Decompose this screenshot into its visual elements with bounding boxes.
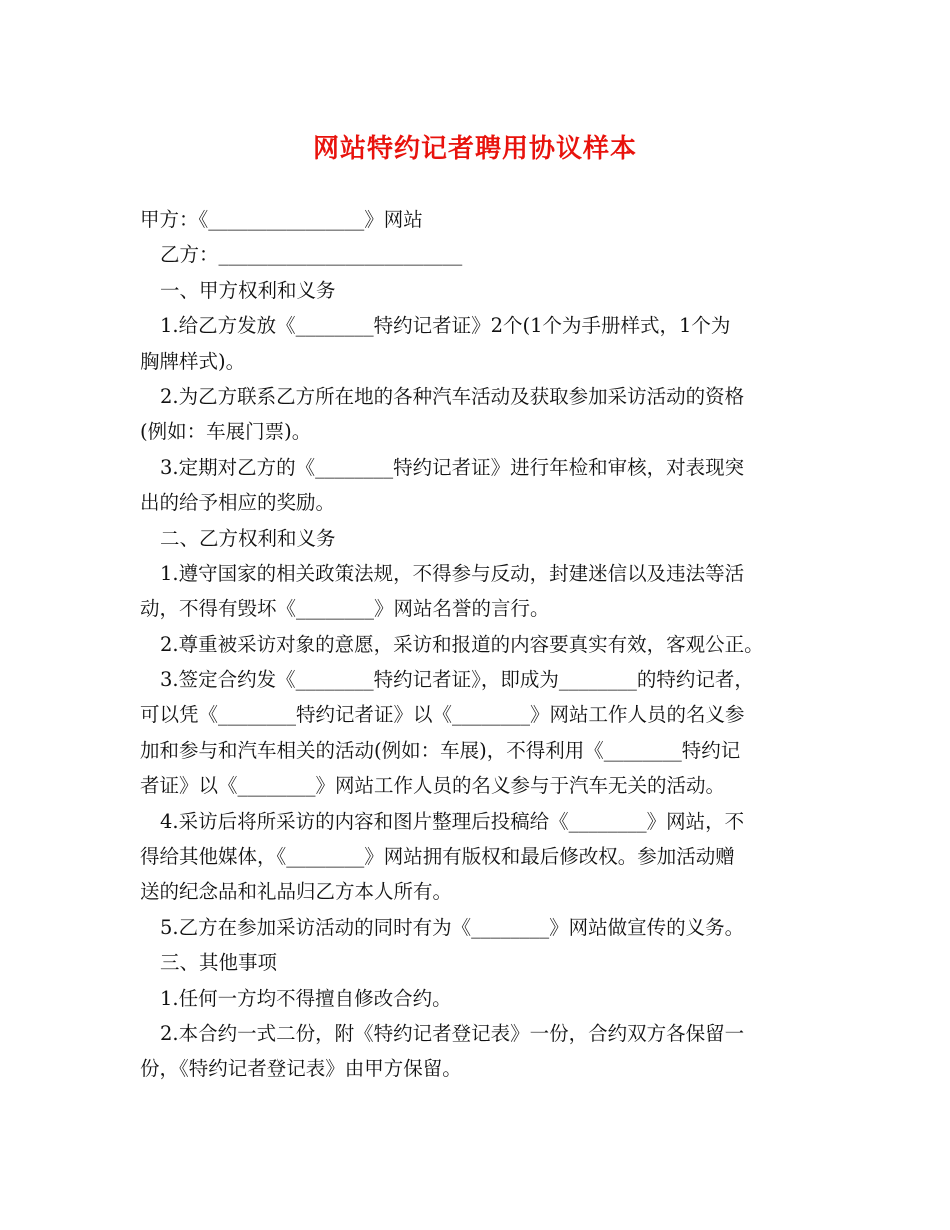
text-line: 份，《特约记者登记表》由甲方保留。 xyxy=(140,1057,462,1081)
text-line: 可以凭《________特约记者证》以《________》网站工作人员的名义参 xyxy=(140,703,745,727)
text-line: 一、甲方权利和义务 xyxy=(160,278,336,302)
text-line: 甲方：《________________》网站 xyxy=(140,208,423,231)
text-line: 胸牌样式)。 xyxy=(140,349,246,373)
text-line: 2.本合约一式二份，附《特约记者登记表》一份，合约双方各保留一 xyxy=(160,1021,745,1045)
text-line: (例如：车展门票)。 xyxy=(140,420,312,444)
text-line: 加和参与和汽车相关的活动(例如：车展)，不得利用《________特约记 xyxy=(140,738,741,762)
text-line: 5.乙方在参加采访活动的同时有为《________》网站做宣传的义务。 xyxy=(160,915,745,939)
text-line: 动，不得有毁坏《________》网站名誉的言行。 xyxy=(140,597,550,621)
document-body xyxy=(140,202,814,1087)
text-line: 2.尊重被采访对象的意愿，采访和报道的内容要真实有效，客观公正。 xyxy=(160,632,764,656)
text-line: 三、其他事项 xyxy=(160,951,278,975)
text-line: 1.任何一方均不得擅自修改合约。 xyxy=(160,986,452,1010)
text-line: 送的纪念品和礼品归乙方本人所有。 xyxy=(140,880,453,904)
text-line: 乙方：_________________________ xyxy=(160,243,463,267)
text-line: 1.遵守国家的相关政策法规，不得参与反动，封建迷信以及违法等活 xyxy=(160,561,745,585)
document-title: 网站特约记者聘用协议样本 xyxy=(312,134,637,164)
text-line: 得给其他媒体，《________》网站拥有版权和最后修改权。参加活动赠 xyxy=(140,845,735,869)
text-line: 3.签定合约发《________特约记者证》，即成为________的特约记者， xyxy=(160,668,754,692)
text-line: 出的给予相应的奖励。 xyxy=(140,491,336,515)
text-line: 者证》以《________》网站工作人员的名义参与于汽车无关的活动。 xyxy=(140,774,726,798)
text-line: 2.为乙方联系乙方所在地的各种汽车活动及获取参加采访活动的资格 xyxy=(160,384,745,408)
text-line: 1.给乙方发放《________特约记者证》2个(1个为手册样式，1个为 xyxy=(160,314,731,338)
text-line: 二、乙方权利和义务 xyxy=(160,526,336,550)
text-line: 4.采访后将所采访的内容和图片整理后投稿给《________》网站，不 xyxy=(160,809,745,833)
text-line: 3.定期对乙方的《________特约记者证》进行年检和审核，对表现突 xyxy=(160,455,745,479)
